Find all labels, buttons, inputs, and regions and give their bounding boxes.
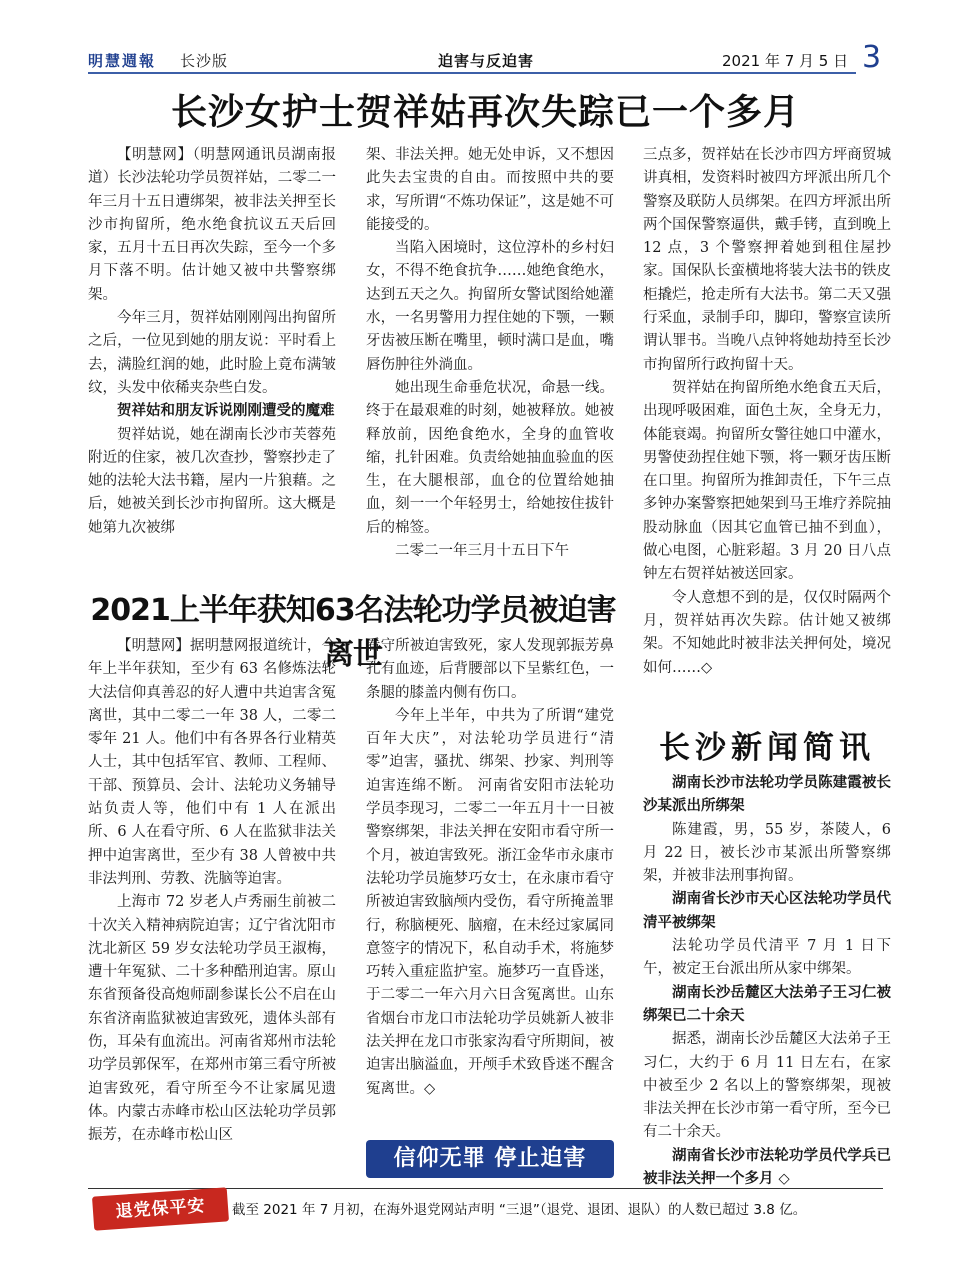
paragraph: 架、非法关押。她无处申诉，又不想因此失去宝贵的自由。而按照中共的要求，写所谓“不炼功保证”，这是她不可能接受的。 (366, 147, 614, 233)
footer-badge: 退党保平安 (92, 1187, 229, 1230)
header-rule (88, 72, 856, 74)
footer-text: 截至 2021 年 7 月初，在海外退党网站声明 “三退”（退党、退团、退队）的人数已超过 3.8 亿。 (232, 1202, 807, 1218)
article1-headline: 长沙女护士贺祥姑再次失踪已一个多月 (170, 92, 800, 133)
news-item-body: 陈建霞，男，55 岁，茶陵人，6 月 22 日，被长沙市某派出所警察绑架，并被非法刑事拘留。 (643, 821, 891, 885)
article1-column-3 (643, 144, 891, 680)
section-title: 迫害与反迫害 (438, 52, 535, 70)
paragraph: 今年三月，贺祥姑刚刚闯出拘留所之后，一位见到她的朋友说：平时看上去，满脸红润的她，此时脸上竟布满皱纹，头发中依稀夹杂些白发。 (88, 310, 336, 396)
article1-column-2 (366, 144, 614, 563)
paragraph: 三点多，贺祥姑在长沙市四方坪商贸城讲真相，发资料时被四方坪派出所几个警察及联防人员绑架。在四方坪派出所两个国保警察逼供，戴手铐，直到晚上 12 点，3 个警察押着她到租住屋抄家。国保队长蛮横地将装大法书的铁皮柜撬烂，抢走所有大法书。第二天又强行采血，录制手印，脚印，警察宣读所谓认罪书。当晚八点钟将她劫持至长沙市拘留所行政拘留十天。 (643, 147, 891, 373)
news-item-body: 据悉，湖南长沙岳麓区大法弟子王习仁，大约于 6 月 11 日左右，在家中被至少 2 名以上的警察绑架，现被非法关押在长沙市第一看守所，至今已有二十余天。 (643, 1031, 891, 1141)
paragraph: 贺祥姑在拘留所绝水绝食五天后，出现呼吸困难，面色土灰，全身无力，体能衰竭。拘留所女警往她口中灌水，男警使劲捏住她下颚，将一颗牙齿压断在口里。拘留所为推卸责任，下午三点多钟办案警察把她架到马王堆疗养院抽股动脉血（因其它血管已抽不到血），做心电图，心脏彩超。3 月 20 日八点钟左右贺祥姑被送回家。 (643, 379, 891, 583)
edition-label: 长沙版 (180, 52, 229, 70)
paragraph: 二零二一年三月十五日下午 (395, 543, 569, 560)
paragraph: 上海市 72 岁老人卢秀丽生前被二十次关入精神病院迫害；辽宁省沈阳市沈北新区 59 岁女法轮功学员王淑梅，遭十年冤狱、二十多种酷刑迫害。原山东省预备役高炮师副参谋长公不启在山东省济南监狱被迫害致死，遗体头部有伤，耳朵有血流出。河南省郑州市法轮功学员郭保军，在郑州市第三看守所被迫害致死，看守所至今不让家属见遗体。内蒙古赤峰市松山区法轮功学员郭振芳，在赤峰市松山区 (88, 894, 336, 1144)
news-item-headline: 湖南省长沙市天心区法轮功学员代清平被绑架 (643, 891, 891, 931)
page-number: 3 (862, 40, 882, 75)
paragraph: 令人意想不到的是，仅仅时隔两个月，贺祥姑再次失踪。估计她又被绑架。不知她此时被非法关押何处，境况如何……◇ (643, 589, 891, 676)
paragraph: 【明慧网】（明慧网通讯员湖南报道）长沙法轮功学员贺祥姑，二零二一年三月十五日遭绑架，被非法关押至长沙市拘留所，绝水绝食抗议五天后回家，五月十五日再次失踪，至今一个多月下落不明。估计她又被中共警察绑架。 (88, 147, 336, 303)
news-item-body: 法轮功学员代清平 7 月 1 日下午，被定王台派出所从家中绑架。 (643, 938, 891, 978)
article1-subheading: 贺祥姑和朋友诉说刚刚遭受的魔难 (117, 403, 335, 420)
article2-column-2 (366, 635, 614, 1101)
paragraph: 她出现生命垂危状况，命悬一线。终于在最艰难的时刻，她被释放。她被释放前，因绝食绝水，全身的血管收缩，扎针困难。负责给她抽血验血的医生，在大腿根部，血仓的位置给她抽血，刻一一个年轻男士，给她按住拔针后的棉签。 (366, 379, 614, 536)
paragraph: 贺祥姑说，她在湖南长沙市芙蓉苑附近的住家，被几次查抄，警察抄走了她的法轮大法书籍，屋内一片狼藉。之后，她被关到长沙市拘留所。这大概是她第九次被绑 (88, 426, 336, 536)
slogan-banner: 信仰无罪 停止迫害 (366, 1140, 614, 1178)
news-item-headline: 湖南长沙岳麓区大法弟子王习仁被绑架已二十余天 (643, 984, 891, 1024)
masthead-title: 明慧週報 (88, 52, 157, 70)
issue-date: 2021 年 7 月 5 日 (722, 52, 849, 70)
paragraph: 当陷入困境时，这位淳朴的乡村妇女，不得不绝食抗争……她绝食绝水，达到五天之久。拘留所女警试图给她灌水，一名男警用力捏住她的下颚，一颗牙齿被压断在嘴里，顿时满口是血，嘴唇伤肿往外淌血。 (366, 240, 614, 373)
masthead (88, 50, 228, 71)
news-item-headline: 湖南长沙市法轮功学员陈建霞被长沙某派出所绑架 (643, 775, 891, 815)
news-brief-list (643, 772, 891, 1191)
article2-column-1 (88, 635, 336, 1148)
news-brief-title: 长沙新闻简讯 (659, 730, 875, 766)
article2-headline: 2021上半年获知63名法轮功学员被迫害离世 (90, 593, 616, 672)
news-item-headline: 湖南省长沙市法轮功学员代学兵已被非法关押一个多月 ◇ (643, 1147, 891, 1188)
article1-column-1 (88, 144, 336, 540)
paragraph: 看守所被迫害致死，家人发现郭振芳鼻孔有血迹，后背腰部以下呈紫红色，一条腿的膝盖内侧有伤口。 (366, 638, 614, 701)
paragraph: 今年上半年，中共为了所谓“建党百年大庆”，对法轮功学员进行“清零”迫害，骚扰、绑架、抄家、判刑等迫害连绵不断。 河南省安阳市法轮功学员李现习，二零二一年五月十一日被警察绑架，非法关押在安阳市看守所一个月，被迫害致死。浙江金华市永康市法轮功学员施梦巧女士，在永康市看守所被迫害致脑颅内受伤，看守所掩盖罪行，称脑梗死、脑瘤，在未经过家属同意签字的情况下，私自动手术，将施梦巧转入重症监护室。施梦巧一直昏迷，于二零二一年六月六日含冤离世。山东省烟台市龙口市法轮功学员姚新人被非法关押在龙口市张家沟看守所期间，被迫害出脑溢血，开颅手术致昏迷不醒含冤离世。◇ (366, 707, 614, 1097)
paragraph: 【明慧网】据明慧网报道统计，今年上半年获知，至少有 63 名修炼法轮大法信仰真善忍的好人遭中共迫害含冤离世，其中二零二一年 38 人，二零二零年 21 人。他们中有各界各行业精英人士，其中包括军官、教师、工程师、干部、预算员、会计、法轮功义务辅导站负责人等，他们中有 1 人在派出所、6 人在看守所、6 人在监狱非法关押中迫害离世，至少有 38 人曾被中共非法判刑、劳教、洗脑等迫害。 (88, 638, 336, 887)
